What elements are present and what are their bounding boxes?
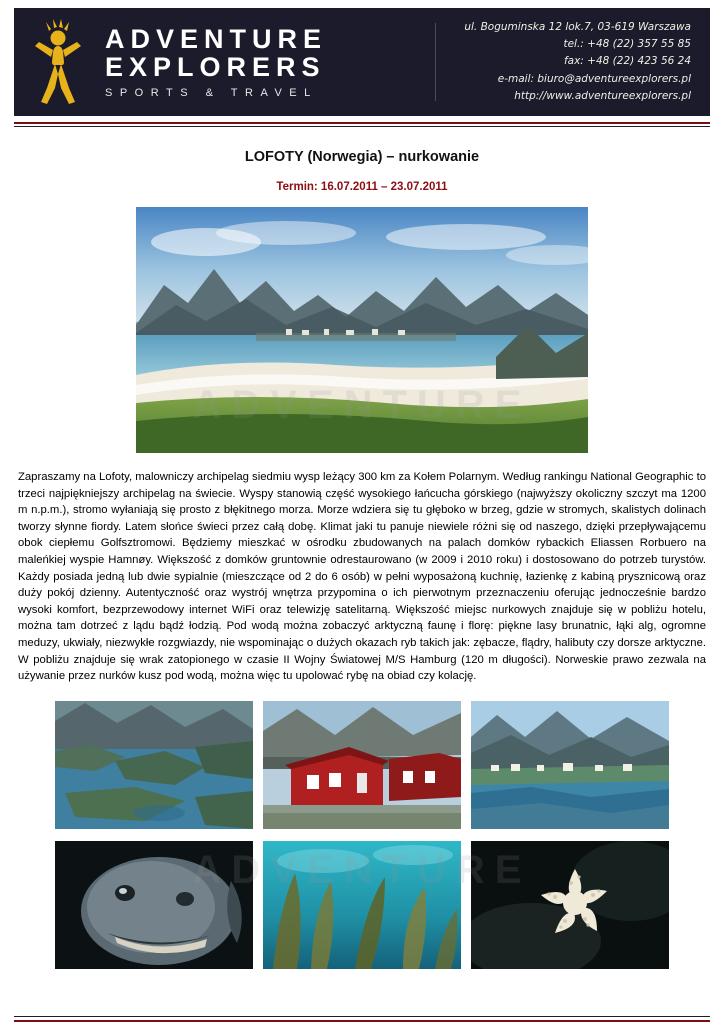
header-rule-dark	[14, 126, 710, 127]
footer-rule-red	[14, 1020, 710, 1022]
contact-website[interactable]: http://www.adventureexplorers.pl	[514, 89, 691, 102]
contact-phone: tel.: +48 (22) 357 55 85	[563, 38, 691, 51]
lofoten-beach-panorama-image	[136, 207, 588, 453]
contact-email[interactable]: e-mail: biuro@adventureexplorers.pl	[497, 72, 691, 85]
underwater-kelp-forest-image	[263, 841, 461, 969]
contact-fax: fax: +48 (22) 423 56 24	[563, 55, 691, 68]
coastal-village-mountains-image	[471, 701, 669, 829]
brand-wordmark	[105, 25, 327, 100]
document-content	[0, 149, 724, 969]
header-rule-red	[14, 122, 710, 124]
photo-row-1	[18, 701, 706, 829]
photo-row-2	[18, 841, 706, 969]
fjord-islands-aerial-image	[55, 701, 253, 829]
page-footer	[0, 1016, 724, 1022]
hero-image-wrap	[18, 207, 706, 453]
brand-line-1: ADVENTURE	[105, 23, 328, 54]
red-rorbu-cabins-image	[263, 701, 461, 829]
footer-rule-dark	[14, 1016, 710, 1017]
brand-line-2: EXPLORERS	[105, 52, 326, 82]
document-page	[0, 8, 724, 1032]
trip-dates: Termin: 16.07.2011 – 23.07.2011	[276, 181, 448, 193]
body-paragraph: Zapraszamy na Lofoty, malowniczy archipelag siedmiu wysp leżący 300 km za Kołem Polarnym. Według rankingu National Geographic to trzeci najpiękniejszy archipelag na świecie. Wyspy stanowią część wysokiego łańcucha górskiego (najwyższy okoliczny szczyt ma 1200 m n.p.m.), stromo wyłaniają się prosto z błękitnego morza. Morze wdziera się tu głęboko w brzeg, gdzie w stromych, skalistych dolinach tworzy słynne fiordy. Latem słońce świeci przez całą dobę. Klimat jaki tu panuje niewiele różni się od naszego, dzięki przepływającemu obok ciepłemu Golfsztromowi. Będziemy mieszkać w ośrodku zbudowanych na palach domków rybackich Eliassen Rorbuero na maleńkiej wyspie Hamnøy. Większość z domków gruntownie odrestaurowano (w 2009 i 2010 roku) i dostosowano do potrzeb turystów. Każdy posiada jedną lub dwie sypialnie (mieszczące od 2 do 6 osób) w pełni wyposażoną kuchnię, łazienkę z kabiną prysznicową oraz duży pokój dzienny. Autentyczność oraz wystrój wnętrza przypomina o ich pierwotnym przeznaczeniu oferując jednocześnie bardzo wysoki komfort, bezprzewodowy internet WiFi oraz telewizję satelitarną. Większość miejsc nurkowych znajduje się w pobliżu hotelu, można tam dotrzeć z lądu bądź łodzią. Pod wodą można zobaczyć arktyczną faunę i florę: piękne lasy brunatnic, łąki alg, ogromne meduzy, ukwiały, niezwykłe rozgwiazdy, nie wspominając o dużych okazach ryb takich jak: zębacze, flądry, halibuty czy dorsze arktyczne. W pobliżu znajduje się wrak zatopionego w czasie II Wojny Światowej M/S Hamburg (120 m długości). Norweskie prawo zezwala na używanie przez nurków kusz pod wodą, można więc tu upolować rybę na obiad czy kolację.	[18, 471, 706, 683]
brand-logo	[15, 16, 435, 108]
contact-block	[436, 19, 709, 106]
wolffish-closeup-image	[55, 841, 253, 969]
page-title: LOFOTY (Norwegia) – nurkowanie	[244, 149, 480, 165]
contact-address: ul. Boguminska 12 lok.7, 03-619 Warszawa	[464, 20, 691, 33]
white-starfish-rock-image	[471, 841, 669, 969]
page-header	[14, 8, 710, 116]
brand-tagline: SPORTS & TRAVEL	[105, 87, 318, 100]
explorer-figure-logo-icon	[25, 16, 91, 108]
